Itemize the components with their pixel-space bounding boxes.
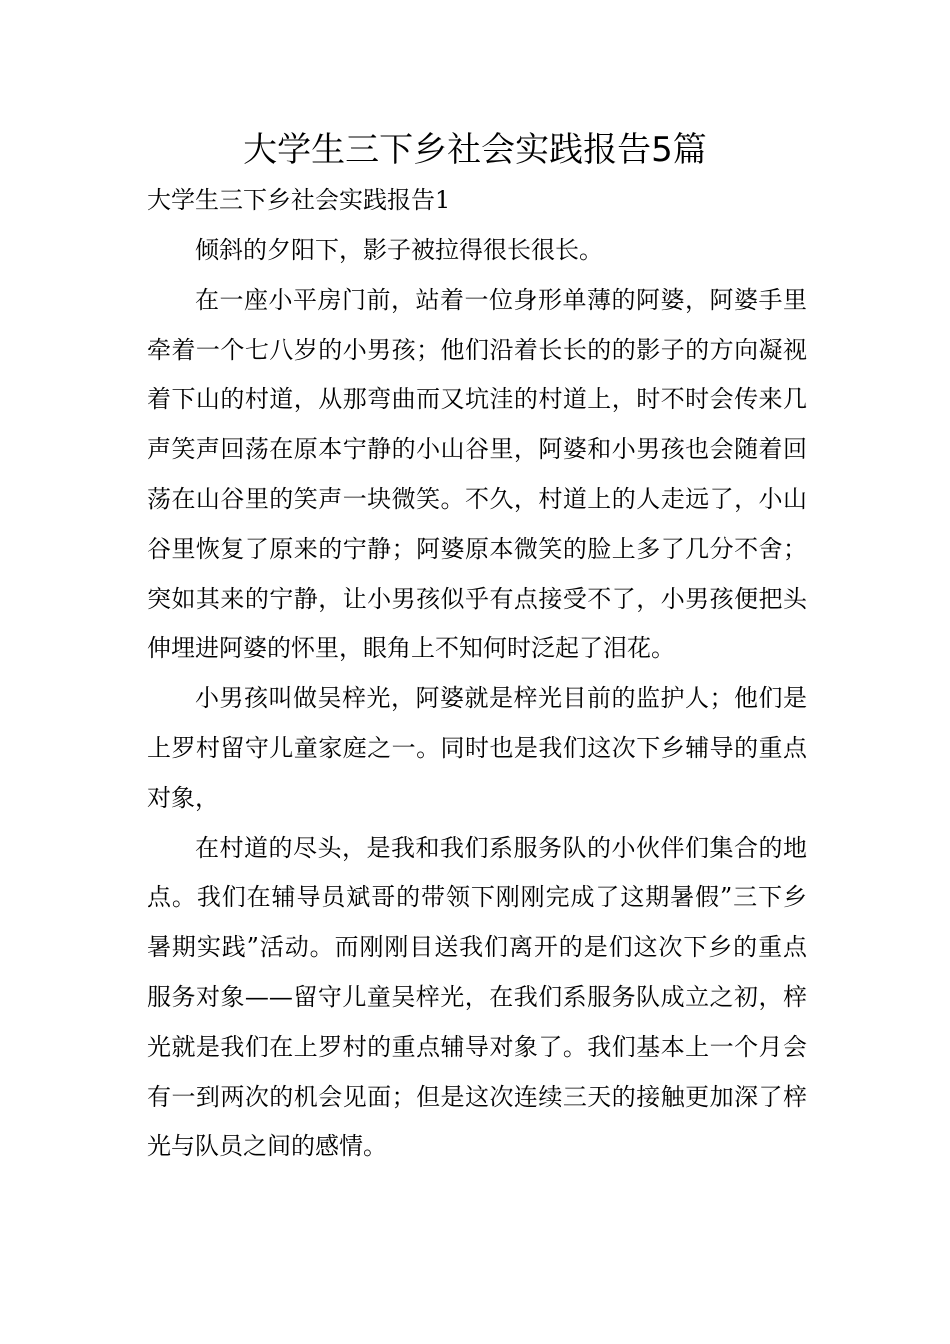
document-body <box>147 226 807 1172</box>
paragraph: 在村道的尽头，是我和我们系服务队的小伙伴们集合的地点。我们在辅导员斌哥的带领下刚刚完成了这期暑假”三下乡暑期实践”活动。而刚刚目送我们离开的是们这次下乡的重点服务对象——留守儿童吴梓光，在我们系服务队成立之初，梓光就是我们在上罗村的重点辅导对象了。我们基本上一个月会有一到两次的机会见面；但是这次连续三天的接触更加深了梓光与队员之间的感情。 <box>147 833 807 1161</box>
paragraph: 倾斜的夕阳下，影子被拉得很长很长。 <box>195 236 603 264</box>
document-title: 大学生三下乡社会实践报告5篇 <box>243 130 707 170</box>
paragraph: 在一座小平房门前，站着一位身形单薄的阿婆，阿婆手里牵着一个七八岁的小男孩；他们沿着长长的的影子的方向凝视着下山的村道，从那弯曲而又坑洼的村道上，时不时会传来几声笑声回荡在原本宁静的小山谷里，阿婆和小男孩也会随着回荡在山谷里的笑声一块微笑。不久，村道上的人走远了，小山谷里恢复了原来的宁静；阿婆原本微笑的脸上多了几分不舍；突如其来的宁静，让小男孩似乎有点接受不了，小男孩便把头伸埋进阿婆的怀里，眼角上不知何时泛起了泪花。 <box>147 285 807 663</box>
paragraph: 小男孩叫做吴梓光，阿婆就是梓光目前的监护人；他们是上罗村留守儿童家庭之一。同时也是我们这次下乡辅导的重点对象， <box>147 684 807 812</box>
document-subtitle: 大学生三下乡社会实践报告1 <box>147 186 451 214</box>
